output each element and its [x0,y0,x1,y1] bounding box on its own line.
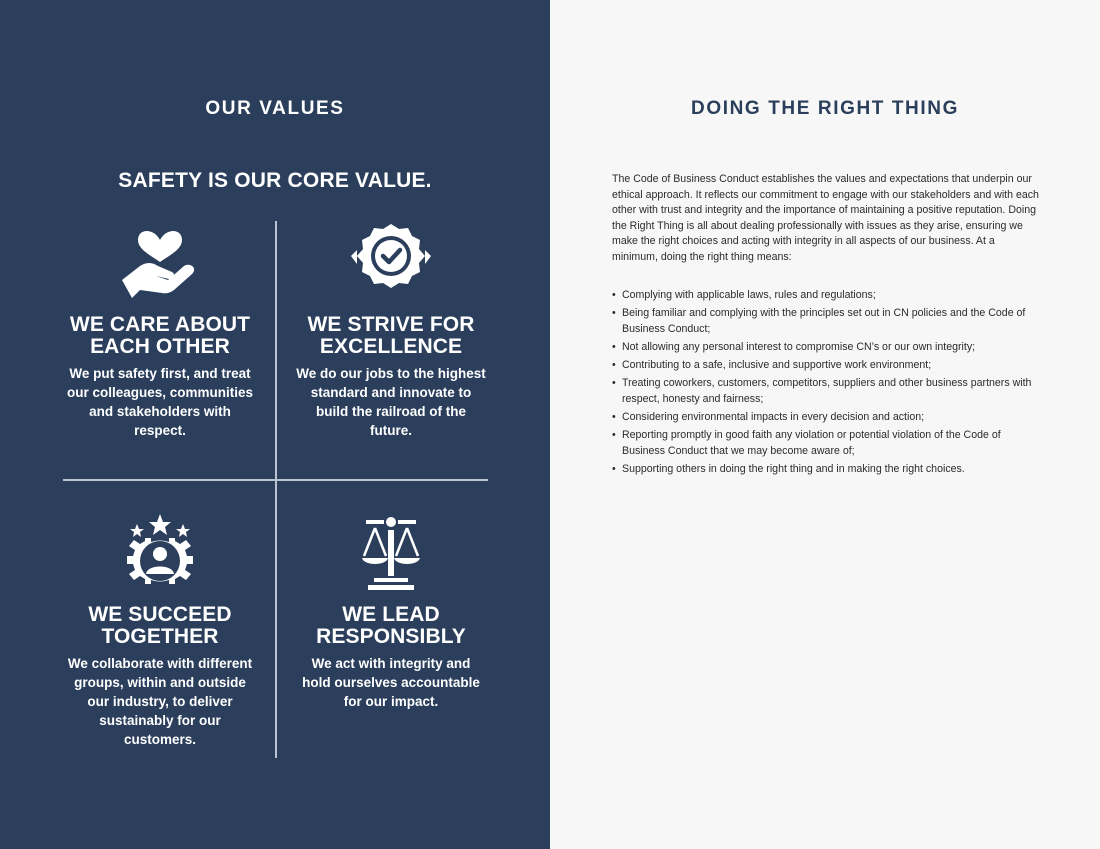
value-description: We act with integrity and hold ourselves accountable for our impact. [302,656,480,709]
list-item: • Contributing to a safe, inclusive and supportive work environment; [612,358,1044,374]
value-title-line1: WE LEAD [342,603,440,626]
list-item: • Supporting others in doing the right thing and in making the right choices. [612,462,1044,478]
grid-vertical-divider [275,221,277,758]
our-values-heading: OUR VALUES [205,98,345,119]
value-description: We put safety first, and treat our colleagues, communities and stakeholders with respect. [66,366,254,438]
list-item: • Reporting promptly in good faith any violation or potential violation of the Code of Business Conduct that we may become aware of; [612,428,1044,459]
value-title-line1: WE STRIVE FOR [307,313,475,336]
value-title-line2: RESPONSIBLY [316,625,466,648]
right-thing-bullet-list [612,288,1044,480]
value-title-line1: WE SUCCEED [88,603,232,626]
gear-person-stars-icon [115,512,205,596]
value-description: We do our jobs to the highest standard and innovate to build the railroad of the future. [296,366,486,438]
value-title-line2: TOGETHER [101,625,219,648]
value-title-line2: EACH OTHER [90,335,230,358]
value-description: We collaborate with different groups, within and outside our industry, to deliver sustainably for our customers. [67,656,253,747]
value-lead-responsibly [285,512,497,711]
list-item: • Treating coworkers, customers, competitors, suppliers and other business partners with respect, honesty and fairness; [612,376,1044,407]
intro-paragraph: The Code of Business Conduct establishes the values and expectations that underpin our ethical approach. It reflects our commitment to engage with our stakeholders and with each other with trust and integrity and the importance of maintaining a positive reputation. Doing the Right Thing is all about dealing professionally with issues as they arise, ensuring we make the right choices and acting with integrity in all aspects of our business. At a minimum, doing the right thing means: [612,173,1039,263]
scales-icon [346,512,436,596]
list-item: • Being familiar and complying with the principles set out in CN policies and the Code of Business Conduct; [612,306,1044,337]
hand-heart-icon [118,220,202,300]
value-succeed-together [54,512,266,749]
value-strive-for-excellence [285,220,497,440]
core-value-statement: SAFETY IS OUR CORE VALUE. [118,169,432,192]
value-care-about-each-other [54,220,266,440]
badge-check-icon [349,220,433,300]
value-title-line1: WE CARE ABOUT [69,313,251,336]
list-item: • Not allowing any personal interest to compromise CN’s or our own integrity; [612,340,1044,356]
doing-the-right-thing-panel [550,0,1100,849]
list-item: • Considering environmental impacts in every decision and action; [612,410,1044,426]
grid-horizontal-divider [63,479,488,481]
doing-the-right-thing-heading: DOING THE RIGHT THING [691,98,959,119]
value-title-line2: EXCELLENCE [319,335,463,358]
list-item: • Complying with applicable laws, rules and regulations; [612,288,1044,304]
